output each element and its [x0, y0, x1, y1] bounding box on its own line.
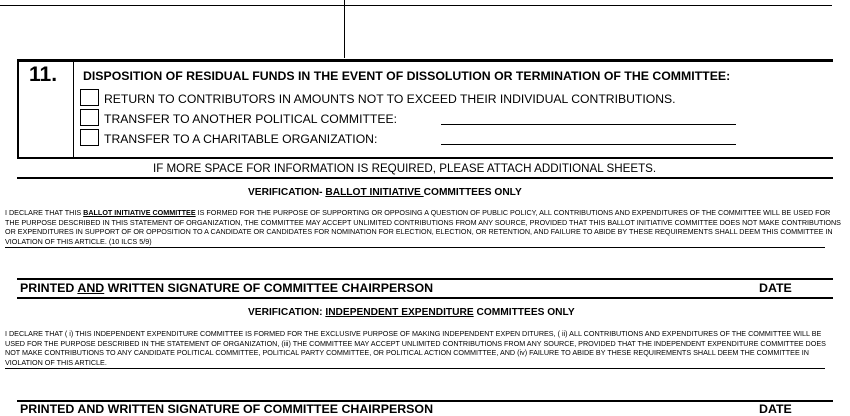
ballot-declaration-post: IS FORMED FOR THE PURPOSE OF SUPPORTING OR OPPOSING A QUESTION OF PUBLIC POLICY, ALL CONTRIBUTIONS AND EXPENDITURES OF THE COMMITTEE WILL BE USED FOR THE PURPOSE DESCRIBED IN THIS STATEMENT OF ORGANIZATION, THE COMMITTEE MAY ACCEPT UNLIMITED CONTRIBUTIONS FROM ANY SOURCE, PROVIDED THAT THIS BALLOT INITIATIVE COMMITTEE DOES NOT MAKE CONTRIBUTIONS OR EXPENDITURES IN SUPPORT OF OR OPPOSITION TO A CANDIDATE OR CANDIDATES FOR NOMINATION FOR ELECTION, ELECTION, OR RETENTION, AND FAILURE TO ABIDE BY THESE REQUIREMENTS SHALL DEEM THIS COMMITTEE IN VIOLATION OF THIS ARTICLE. (10 ILCS 5/9) — [5, 208, 841, 246]
option-charitable-label: TRANSFER TO A CHARITABLE ORGANIZATION: — [104, 132, 378, 146]
political-committee-name-line[interactable] — [441, 124, 736, 125]
ballot-verification-title — [248, 188, 522, 198]
section-11-number-divider — [73, 59, 74, 159]
ballot-declaration-text — [5, 208, 841, 246]
signature-1-label-pre: PRINTED — [20, 281, 78, 295]
signature-1-date-label: DATE — [759, 281, 792, 295]
section-number: 11. — [29, 63, 58, 86]
independent-declaration-rule — [5, 368, 825, 369]
ballot-section-top-border — [17, 177, 833, 179]
top-column-divider — [344, 0, 345, 58]
option-return-label: RETURN TO CONTRIBUTORS IN AMOUNTS NOT TO EXCEED THEIR INDIVIDUAL CONTRIBUTIONS. — [104, 92, 676, 106]
signature-1-line[interactable] — [17, 278, 833, 280]
ballot-title-post: COMMITTEES ONLY — [423, 187, 522, 198]
independent-title-post: COMMITTEES ONLY — [473, 307, 575, 318]
return-contributors-checkbox[interactable] — [80, 89, 99, 106]
ballot-title-underlined: BALLOT INITIATIVE — [325, 187, 424, 198]
signature-2-label: PRINTED AND WRITTEN SIGNATURE OF COMMITTEE CHAIRPERSON — [20, 402, 434, 416]
signature-1-label-post: WRITTEN SIGNATURE OF COMMITTEE CHAIRPERSON — [104, 281, 434, 295]
transfer-political-checkbox[interactable] — [80, 109, 99, 126]
independent-title-underlined: INDEPENDENT EXPENDITURE — [325, 307, 474, 318]
additional-sheets-note: IF MORE SPACE FOR INFORMATION IS REQUIRED, PLEASE ATTACH ADDITIONAL SHEETS. — [153, 162, 657, 175]
section-11-top-border — [17, 59, 833, 62]
top-rule — [0, 5, 832, 6]
option-political-label: TRANSFER TO ANOTHER POLITICAL COMMITTEE: — [104, 112, 397, 126]
charitable-organization-name-line[interactable] — [441, 144, 736, 145]
ballot-declaration-rule — [5, 247, 825, 248]
signature-2-date-label: DATE — [759, 402, 792, 416]
signature-1-label — [20, 282, 433, 294]
signature-1-bottom-rule — [17, 297, 833, 299]
independent-title-pre: VERIFICATION: — [248, 307, 326, 318]
section-11-left-border — [17, 59, 19, 159]
ballot-title-pre: VERIFICATION- — [248, 187, 326, 198]
transfer-charitable-checkbox[interactable] — [80, 129, 99, 146]
independent-declaration-text: I DECLARE THAT ( i) THIS INDEPENDENT EXPENDITURE COMMITTEE IS FORMED FOR THE EXCLUSIVE PURPOSE OF MAKING INDEPENDENT EXPEN DITURES, ( ii) ALL CONTRIBUTIONS AND EXPENDITURES OF THE COMMITTEE WILL BE USED FOR THE PURPOSE DESCRIBED IN THE STATEMENT OF ORGANIZATION, (iii) THE COMMITTEE MAY ACCEPT UNLIMITED CONTRIBUTIONS FROM ANY SOURCE, PROVIDED THAT THE INDEPENDENT EXPENDITURE COMMITTEE DOES NOT MAKE CONTRIBUTIONS TO ANY CANDIDATE POLITICAL COMMITTEE, POLITICAL PARTY COMMITTEE, OR POLITICAL ACTION COMMITTEE, AND (iv) FAILURE TO ABIDE BY THESE REQUIREMENTS SHALL DEEM THE COMMITTEE IN VIOLATION OF THIS ARTICLE. — [5, 329, 826, 367]
signature-1-label-underlined: AND — [77, 281, 105, 295]
section-11-bottom-border — [17, 157, 833, 159]
independent-verification-title — [248, 308, 575, 318]
section-heading: DISPOSITION OF RESIDUAL FUNDS IN THE EVENT OF DISSOLUTION OR TERMINATION OF THE COMMITTEE: — [83, 69, 731, 83]
ballot-declaration-pre: I DECLARE THAT THIS — [5, 208, 84, 217]
ballot-declaration-underlined: BALLOT INITIATIVE COMMITTEE — [83, 208, 196, 217]
